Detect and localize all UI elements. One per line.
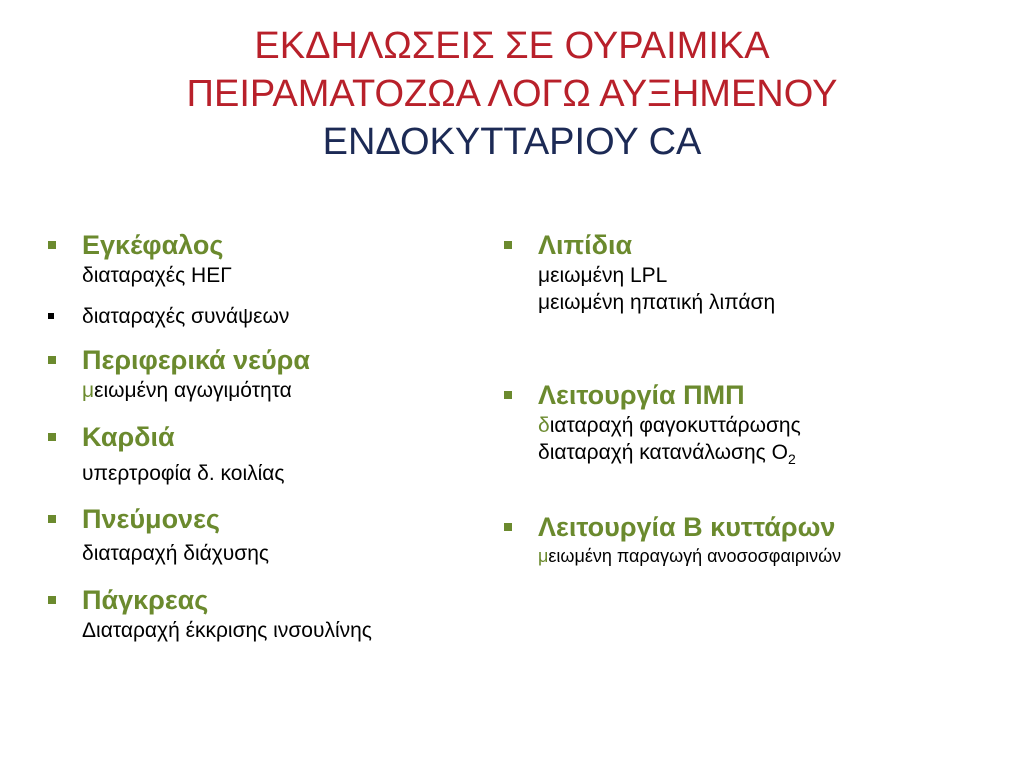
item-detail [82,377,497,404]
item-detail: μειωμένη LPL [538,264,668,287]
bullet-icon [48,433,56,441]
first-letter: δ [538,414,550,437]
item-detail [538,412,1018,439]
title-line-1: ΕΚΔΗΛΩΣΕΙΣ ΣΕ ΟΥΡΑΙΜΙΚΑ [254,25,770,67]
detail-rest: ειωμένη παραγωγή ανοσοσφαιρινών [548,546,842,566]
bullet-icon [48,596,56,604]
slide-title [0,22,1024,166]
item-heading: Εγκέφαλος [82,230,224,260]
detail-rest: ιαταραχή φαγοκυττάρωσης [549,414,801,437]
list-item-pancreas [42,583,497,644]
left-column [42,228,497,644]
item-detail [538,439,1018,473]
list-item-lungs [42,502,497,583]
item-heading: Πάγκρεας [82,585,209,615]
list-item-heart [42,420,497,502]
item-heading: Λιπίδια [538,230,633,260]
bullet-icon [504,391,512,399]
item-detail: Διαταραχή έκκρισης ινσουλίνης [82,619,372,642]
detail-rest: ειωμένη αγωγιμότητα [94,379,292,402]
list-item-lipids [498,228,1018,378]
bullet-icon [504,241,512,249]
item-detail: διαταραχή διάχυσης [82,542,270,565]
item-detail: μειωμένη ηπατική λιπάση [538,291,776,314]
list-item-synapses [42,303,497,343]
item-detail [538,544,1018,568]
bullet-icon [48,356,56,364]
item-heading: Λειτουργία ΠΜΠ [538,380,745,410]
first-letter: μ [82,379,95,402]
item-detail: διαταραχές ΗΕΓ [82,264,232,287]
bullet-icon [48,313,54,319]
right-column [498,228,1018,568]
list-item-bcells [498,510,1018,568]
bullet-icon [48,515,56,523]
item-heading: Πνεύμονες [82,504,220,534]
item-heading: Καρδιά [82,422,175,452]
item-detail: διαταραχές συνάψεων [82,305,290,328]
list-item-pmn [498,378,1018,510]
bullet-icon [48,241,56,249]
list-item-nerves [42,343,497,420]
first-letter: μ [538,546,549,566]
item-detail: υπερτροφία δ. κοιλίας [82,462,285,485]
title-line-2: ΠΕΙΡΑΜΑΤΟΖΩΑ ΛΟΓΩ ΑΥΞΗΜΕΝΟΥ [186,73,838,115]
bullet-icon [504,523,512,531]
list-item-brain [42,228,497,303]
item-heading: Λειτουργία Β κυττάρων [538,512,836,542]
subscript: 2 [787,451,796,468]
item-heading: Περιφερικά νεύρα [82,345,310,375]
detail-text: διαταραχή κατανάλωσης O [538,441,788,464]
title-line-3: ΕΝΔΟΚΥΤΤΑΡΙΟΥ CA [322,121,702,163]
